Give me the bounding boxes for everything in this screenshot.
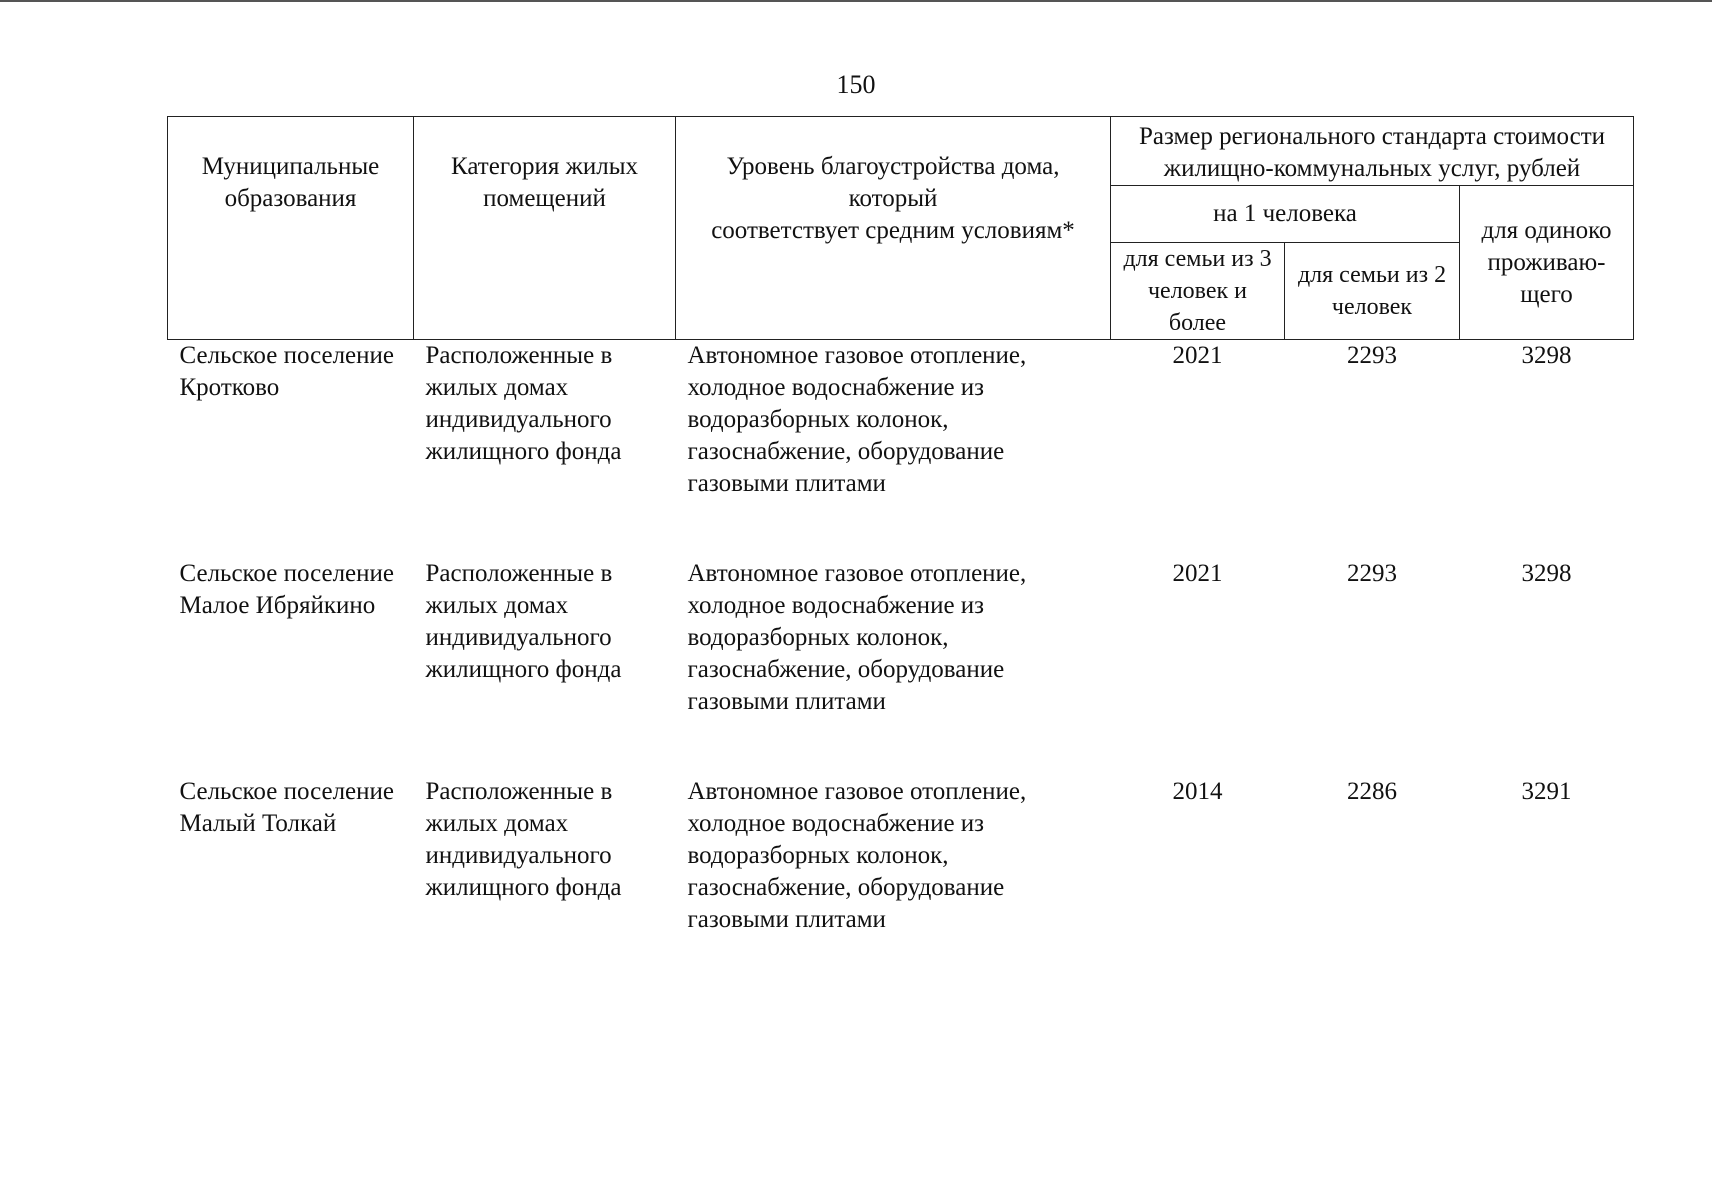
header-single: для одиноко проживаю-щего [1460, 186, 1634, 340]
cell-amenity-level: Автономное газовое отопление, холодное водоснабжение из водоразборных колонок, газоснабжение, оборудование газовыми плитами [687, 778, 1027, 933]
cell-category: Расположенные в жилых домах индивидуального жилищного фонда [425, 778, 622, 901]
cell-family-3-plus: 2021 [1172, 342, 1223, 369]
header-amenity-level-text: Уровень благоустройства дома, который соответствует средним условиям* [711, 153, 1075, 244]
page-number: 150 [836, 70, 876, 99]
cell-family-2: 2293 [1347, 560, 1397, 587]
cell-municipality: Сельское поселение Кротково [179, 342, 395, 401]
table-row [168, 776, 1634, 994]
header-standard-size-text: Размер регионального стандарта стоимости жилищно-коммунальных услуг, рублей [1138, 123, 1606, 182]
header-family-3-plus: для семьи из 3 человек и более [1111, 243, 1285, 340]
cell-single: 3298 [1521, 560, 1572, 587]
cell-family-3-plus: 2014 [1172, 778, 1223, 805]
header-standard-size [1111, 117, 1634, 186]
cell-amenity-level: Автономное газовое отопление, холодное водоснабжение из водоразборных колонок, газоснабжение, оборудование газовыми плитами [687, 342, 1027, 497]
table-row [168, 558, 1634, 776]
header-amenity-level [676, 117, 1111, 340]
header-category: Категория жилых помещений [414, 117, 676, 340]
table-row [168, 340, 1634, 559]
cell-single: 3298 [1521, 342, 1572, 369]
cell-family-2: 2293 [1347, 342, 1397, 369]
cell-municipality: Сельское поселение Малый Толкай [179, 778, 395, 837]
cell-single: 3291 [1521, 778, 1572, 805]
table-header [168, 117, 1634, 340]
cell-amenity-level: Автономное газовое отопление, холодное водоснабжение из водоразборных колонок, газоснабжение, оборудование газовыми плитами [687, 560, 1027, 715]
standards-table [167, 116, 1634, 994]
cell-family-2: 2286 [1347, 778, 1397, 805]
cell-municipality: Сельское поселение Малое Ибряйкино [179, 560, 395, 619]
header-municipality: Муниципальные образования [168, 117, 414, 340]
header-per-person: на 1 человека [1111, 186, 1460, 243]
top-rule [0, 0, 1712, 2]
cell-category: Расположенные в жилых домах индивидуального жилищного фонда [425, 342, 622, 465]
cell-category: Расположенные в жилых домах индивидуального жилищного фонда [425, 560, 622, 683]
table-body [168, 340, 1634, 995]
header-family-2: для семьи из 2 человек [1285, 243, 1460, 340]
cell-family-3-plus: 2021 [1172, 560, 1223, 587]
